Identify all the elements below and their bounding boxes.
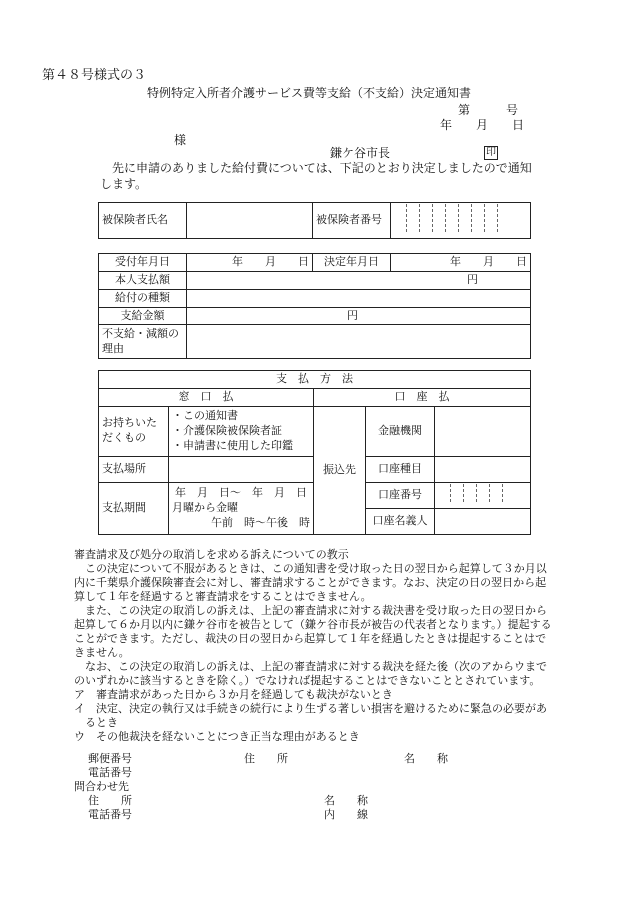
notice-item: イ 決定、決定の執行又は手続きの続行により生ずる著しい損害を避けるために緊急の必要があるとき [74, 702, 547, 729]
period-line: 月曜から金曜 [172, 500, 238, 514]
decision-table [98, 253, 531, 359]
issue-date: 年 月 日 [440, 118, 525, 132]
notice-item: ア 審査請求があった日から３か月を経過しても裁決がないとき [74, 688, 393, 701]
postal-label: 郵便番号 [88, 752, 132, 765]
seal-mark [484, 145, 498, 160]
benefit-type-label: 給付の種類 [99, 289, 187, 307]
payment-table [98, 370, 531, 535]
inquiry-address-label: 住 所 [88, 794, 132, 807]
issuer: 鎌ケ谷市長 [330, 146, 391, 160]
inquiry-name-label: 名 称 [324, 794, 368, 807]
extension-label: 内 線 [324, 808, 368, 821]
bring-item: ・申請書に使用した印鑑 [172, 438, 293, 452]
insured-number-field[interactable] [391, 203, 531, 239]
document-number: 第 号 [458, 103, 519, 117]
place-label: 支払場所 [99, 456, 169, 482]
account-pay-title: 口 座 払 [314, 388, 531, 406]
notice-paragraph: なお、この決定の取消しの訴えは、上記の審査請求に対する裁決を経た後（次のアからウまでのいずれかに該当するときを除く。）でなければ提起することはできないこととされています。 [74, 660, 547, 687]
decided-date-label: 決定年月日 [313, 254, 391, 272]
bank-label: 金融機関 [366, 406, 435, 456]
pay-amount-field[interactable] [187, 307, 531, 325]
form-number: 第４８号様式の３ [42, 68, 147, 83]
bring-label: お持ちいただくもの [99, 406, 169, 456]
payment-title: 支 払 方 法 [99, 371, 531, 389]
inquiry-phone-label: 電話番号 [88, 808, 132, 821]
yen-unit: 円 [467, 272, 478, 286]
window-pay-title: 窓 口 払 [99, 388, 314, 406]
period-label: 支払期間 [99, 482, 169, 534]
benefit-type-field[interactable] [187, 289, 531, 307]
notice-heading: 審査請求及び処分の取消しを求める訴えについての教示 [74, 548, 349, 561]
account-name-label: 口座名義人 [366, 508, 435, 534]
reason-label: 不支給・減額の理由 [99, 325, 187, 359]
insured-name-label: 被保険者氏名 [99, 203, 187, 239]
yen-unit: 円 [347, 308, 358, 322]
bring-items [169, 406, 314, 456]
self-pay-label: 本人支払額 [99, 271, 187, 289]
inquiry-label: 問合わせ先 [74, 780, 129, 793]
account-type-label: 口座種目 [366, 456, 435, 482]
insured-table [98, 202, 531, 239]
account-type-field[interactable] [435, 456, 531, 482]
transfer-label: 振込先 [314, 406, 366, 534]
bring-item: ・この通知書 [172, 408, 238, 422]
place-field[interactable] [169, 456, 314, 482]
insured-number-label: 被保険者番号 [313, 203, 391, 239]
received-date-value[interactable]: 年 月 日 [187, 254, 313, 272]
bank-field[interactable] [435, 406, 531, 456]
pay-amount-label: 支給金額 [99, 307, 187, 325]
address-label: 住 所 [244, 752, 288, 765]
insured-name-field[interactable] [187, 203, 313, 239]
bring-item: ・介護保険被保険者証 [172, 423, 282, 437]
seal-icon: 印 [486, 147, 496, 158]
account-name-field[interactable] [435, 508, 531, 534]
account-number-field[interactable] [435, 482, 531, 508]
notice-item: ウ その他裁決を経ないことにつき正当な理由があるとき [74, 730, 360, 743]
name-label: 名 称 [404, 752, 448, 765]
self-pay-field[interactable] [187, 271, 531, 289]
notice-paragraph: この決定について不服があるときは、この通知書を受け取った日の翌日から起算して３か月以内に千葉県介護保険審査会に対し、審査請求することができます。なお、決定の日の翌日から起算して１年を経過すると審査請求をすることはできません。 [74, 562, 547, 603]
period-line: 年 月 日～ 年 月 日 [175, 485, 307, 499]
phone-label: 電話番号 [88, 766, 132, 779]
account-number-label: 口座番号 [366, 482, 435, 508]
intro-text: 先に申請のありました給付費については、下記のとおり決定しましたので通知します。 [100, 161, 532, 192]
reason-field[interactable] [187, 325, 531, 359]
page-title: 特例特定入所者介護サービス費等支給（不支給）決定通知書 [147, 86, 472, 100]
notice-paragraph: また、この決定の取消しの訴えは、上記の審査請求に対する裁決書を受け取った日の翌日から起算して６か月以内に鎌ケ谷市を被告として（鎌ケ谷市長が被告の代表者となります。）提起することができます。ただし、裁決の日の翌日から起算して１年を経過したときは提起することはできません。 [74, 604, 552, 659]
addressee-suffix: 様 [174, 133, 187, 147]
received-date-label: 受付年月日 [99, 254, 187, 272]
period-line: 午前 時～午後 時 [211, 515, 310, 529]
appeal-notice [74, 548, 554, 744]
period-field[interactable] [169, 482, 314, 534]
decided-date-value[interactable]: 年 月 日 [391, 254, 531, 272]
